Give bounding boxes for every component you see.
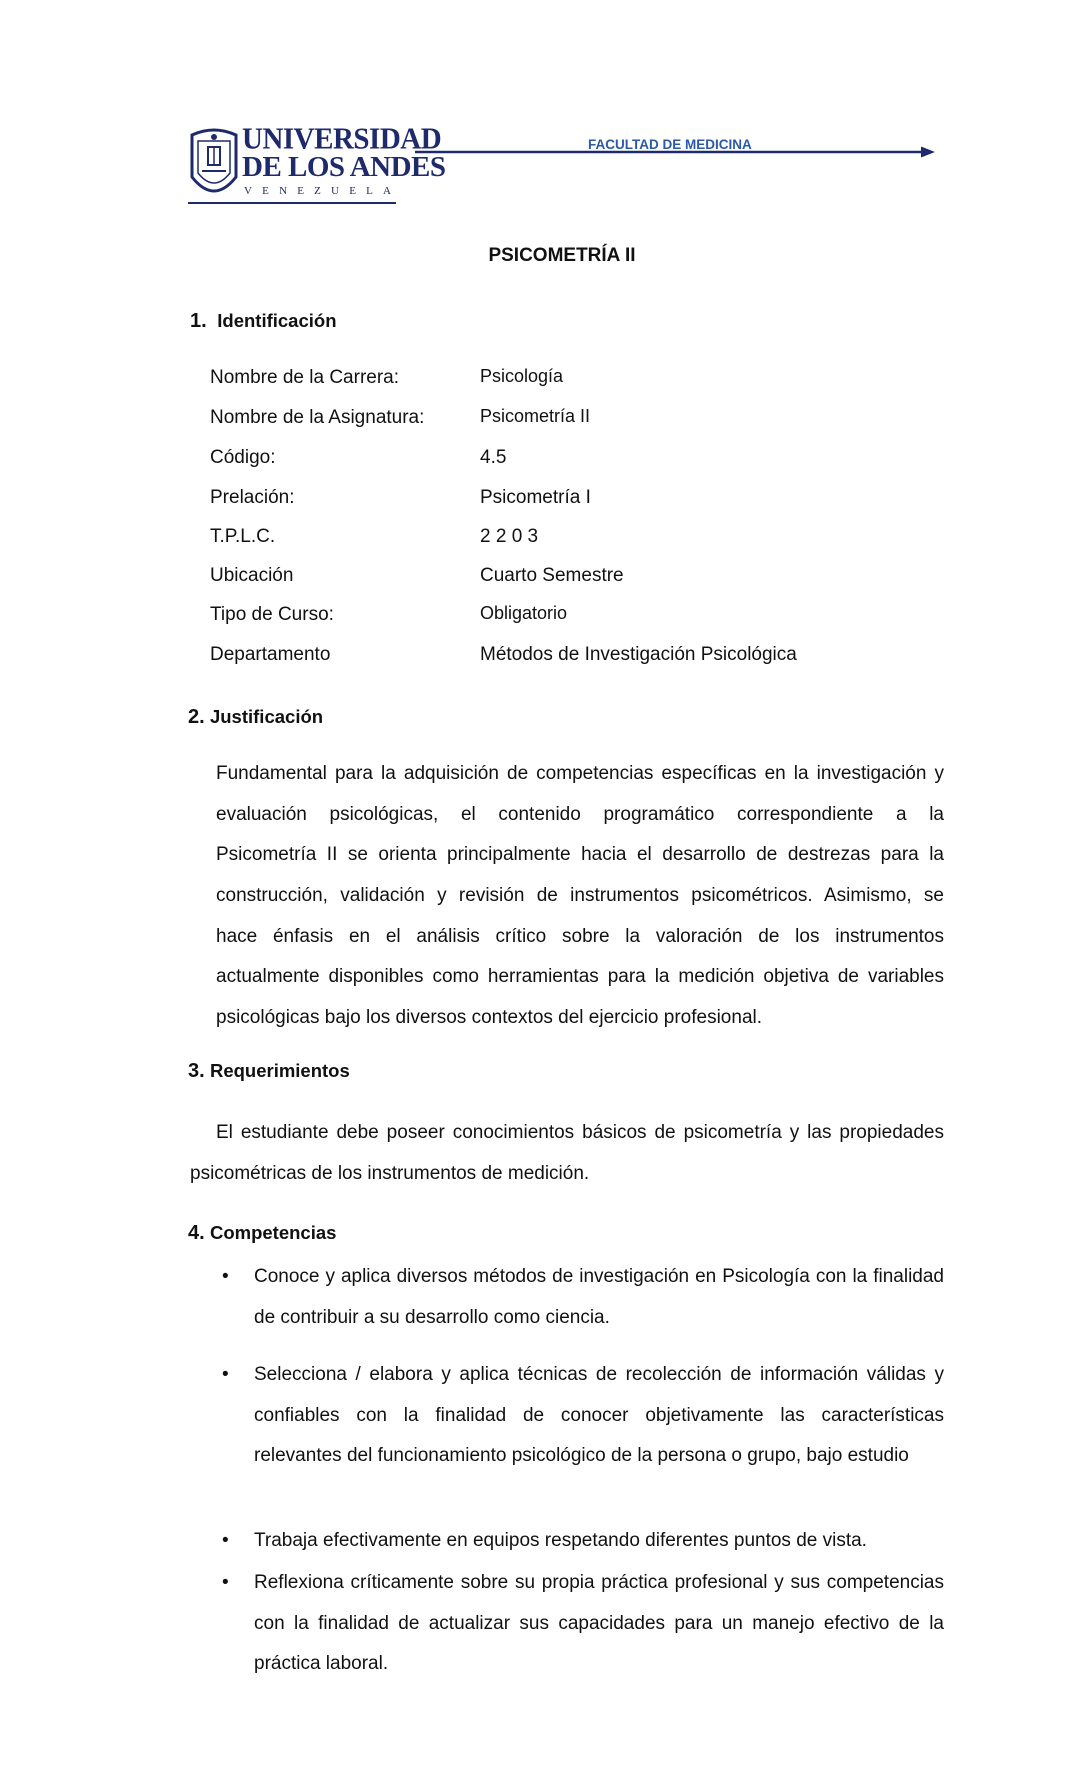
id-row-label: Código: bbox=[210, 447, 276, 468]
section-3-heading bbox=[188, 1060, 350, 1083]
justificacion-paragraph bbox=[216, 754, 944, 1039]
id-row-value: 2 2 0 3 bbox=[480, 526, 539, 547]
logo-line-venezuela: VENEZUELA bbox=[244, 185, 402, 197]
logo-line-universidad: UNIVERSIDAD bbox=[242, 122, 442, 156]
id-row-value: 4.5 bbox=[480, 447, 507, 468]
id-row-value: Cuarto Semestre bbox=[480, 565, 624, 586]
id-row-label: Nombre de la Carrera: bbox=[210, 367, 400, 388]
requerimientos-line: El estudiante debe poseer conocimientos básicos de psicometría y las propiedades bbox=[216, 1122, 944, 1143]
id-row-value: Psicometría I bbox=[480, 487, 591, 508]
paragraph-line: Fundamental para la adquisición de competencias específicas en la investigación y bbox=[216, 763, 944, 784]
id-row-value: Obligatorio bbox=[480, 603, 568, 623]
item-line: de contribuir a su desarrollo como ciencia. bbox=[254, 1306, 610, 1328]
bullet-icon: • bbox=[222, 1530, 229, 1551]
id-row-value: Psicometría II bbox=[480, 406, 591, 426]
competencia-item bbox=[254, 1266, 944, 1347]
paragraph-line: actualmente disponibles como herramientas para la medición objetiva de variables bbox=[216, 966, 944, 988]
id-row-value: Psicología bbox=[480, 366, 564, 386]
section-title: Requerimientos bbox=[209, 1060, 350, 1081]
item-line: confiables con la finalidad de conocer objetivamente las características bbox=[254, 1404, 944, 1426]
paragraph-line: evaluación psicológicas, el contenido programático correspondiente a la bbox=[216, 803, 944, 825]
id-row-label: Prelación: bbox=[210, 487, 295, 508]
section-number: 3. bbox=[188, 1060, 205, 1082]
id-row-label: Ubicación bbox=[210, 565, 294, 586]
section-2-heading bbox=[188, 706, 323, 729]
section-title: Justificación bbox=[209, 706, 324, 727]
id-row-label: T.P.L.C. bbox=[210, 526, 276, 547]
item-line: relevantes del funcionamiento psicológico de la persona o grupo, bajo estudio bbox=[254, 1445, 909, 1467]
faculty-name: FACULTAD DE MEDICINA bbox=[588, 137, 752, 152]
id-row-value: Métodos de Investigación Psicológica bbox=[480, 644, 797, 665]
id-row-label: Nombre de la Asignatura: bbox=[210, 407, 425, 428]
item-line: Reflexiona críticamente sobre su propia práctica profesional y sus competencias bbox=[254, 1572, 944, 1593]
document-title: PSICOMETRÍA II bbox=[488, 245, 636, 266]
item-line: Conoce y aplica diversos métodos de investigación en Psicología con la finalidad bbox=[254, 1266, 944, 1287]
item-line: con la finalidad de actualizar sus capacidades para un manejo efectivo de la bbox=[254, 1612, 944, 1634]
section-title: Identificación bbox=[217, 310, 337, 331]
section-1-heading bbox=[190, 310, 337, 333]
paragraph-line: Psicometría II se orienta principalmente hacia el desarrollo de destrezas para la bbox=[216, 844, 944, 866]
section-4-heading bbox=[188, 1222, 336, 1245]
section-number: 4. bbox=[188, 1222, 205, 1244]
header-arrow-icon bbox=[415, 145, 935, 159]
competencia-item bbox=[254, 1572, 944, 1694]
university-logo bbox=[188, 122, 446, 203]
bullet-icon: • bbox=[222, 1572, 229, 1593]
id-row-label: Tipo de Curso: bbox=[210, 604, 334, 625]
item-line: Trabaja efectivamente en equipos respetando diferentes puntos de vista. bbox=[254, 1530, 867, 1551]
section-title: Competencias bbox=[209, 1222, 337, 1243]
requerimientos-line: psicométricas de los instrumentos de medición. bbox=[190, 1163, 590, 1184]
logo-line-de-los-andes: DE LOS ANDES bbox=[242, 151, 446, 183]
competencia-item bbox=[254, 1364, 944, 1486]
bullet-icon: • bbox=[222, 1364, 229, 1385]
id-row-label: Departamento bbox=[210, 644, 331, 665]
item-line: Selecciona / elabora y aplica técnicas de recolección de información válidas y bbox=[254, 1364, 944, 1385]
competencia-item bbox=[254, 1530, 944, 1571]
section-number: 1. bbox=[190, 310, 207, 332]
paragraph-line: psicológicas bajo los diversos contextos del ejercicio profesional. bbox=[216, 1007, 763, 1029]
bullet-icon: • bbox=[222, 1266, 229, 1287]
item-line: práctica laboral. bbox=[254, 1653, 389, 1675]
university-seal-icon bbox=[188, 127, 240, 201]
logo-underline bbox=[188, 202, 396, 204]
paragraph-line: hace énfasis en el análisis crítico sobre la valoración de los instrumentos bbox=[216, 925, 944, 947]
paragraph-line: construcción, validación y revisión de instrumentos psicométricos. Asimismo, se bbox=[216, 885, 944, 907]
section-number: 2. bbox=[188, 706, 205, 728]
